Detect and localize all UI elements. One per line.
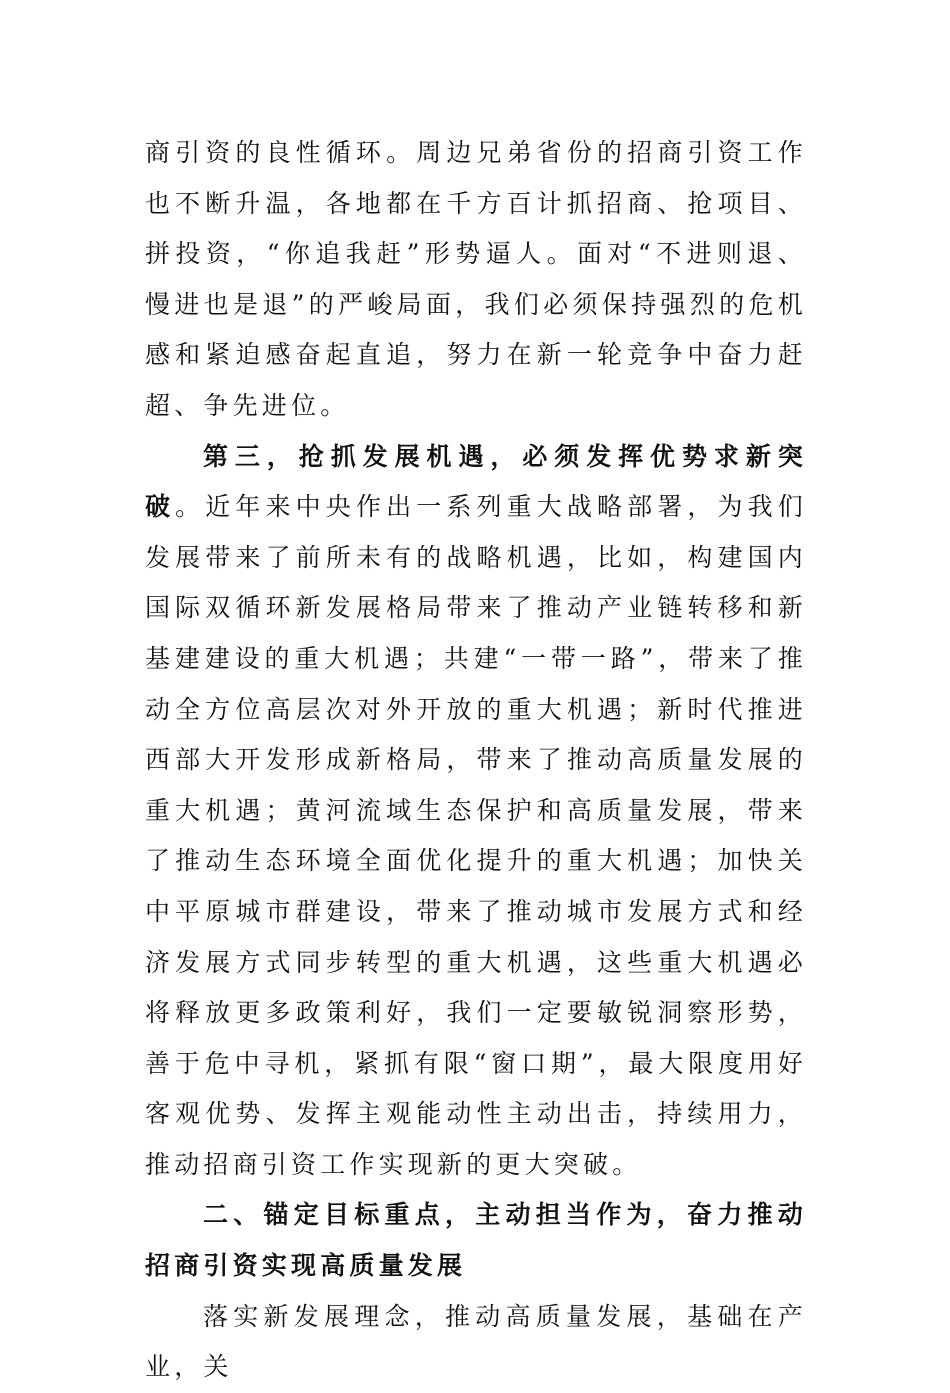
section-heading — [145, 1190, 807, 1291]
paragraph-lead-bold: 第三，抢抓发展机遇，必须发挥优势求新突破 — [145, 441, 807, 522]
paragraph-text: 落实新发展理念，推动高质量发展，基础在产业，关 — [145, 1301, 807, 1382]
paragraph-point-three — [145, 432, 807, 1191]
paragraph-text: 商引资的良性循环。周边兄弟省份的招商引资工作也不断升温，各地都在千方百计抓招商、抢项目、拼投资，“你追我赶”形势逼人。面对“不进则退、慢进也是退”的严峻局面，我们必须保持强烈的危机感和紧迫感奋起直追，努力在新一轮竞争中奋力赶超、争先进位。 — [145, 138, 807, 420]
paragraph-text: 。近年来中央作出一系列重大战略部署，为我们发展带来了前所未有的战略机遇，比如，构建国内国际双循环新发展格局带来了推动产业链转移和新基建建设的重大机遇；共建“一带一路”，带来了推动全方位高层次对外开放的重大机遇；新时代推进西部大开发形成新格局，带来了推动高质量发展的重大机遇；黄河流域生态保护和高质量发展，带来了推动生态环境全面优化提升的重大机遇；加快关中平原城市群建设，带来了推动城市发展方式和经济发展方式同步转型的重大机遇，这些重大机遇必将释放更多政策利好，我们一定要敏锐洞察形势，善于危中寻机，紧抓有限“窗口期”，最大限度用好客观优势、发挥主观能动性主动出击，持续用力，推动招商引资工作实现新的更大突破。 — [145, 492, 808, 1179]
paragraph-section-start — [145, 1292, 807, 1393]
document-body — [145, 128, 807, 1393]
paragraph-continued — [145, 128, 807, 432]
section-heading-text: 二、锚定目标重点，主动担当作为，奋力推动招商引资实现高质量发展 — [145, 1200, 807, 1281]
